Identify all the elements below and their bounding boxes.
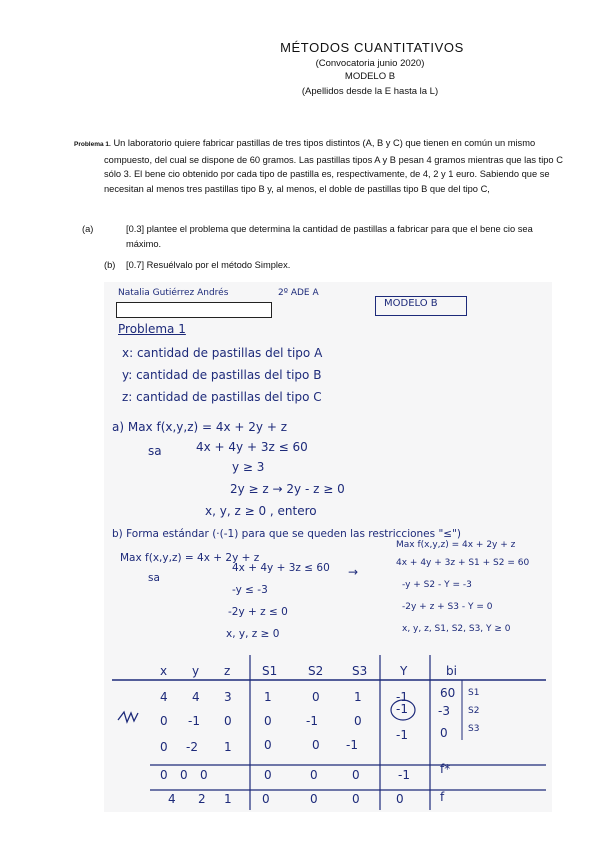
table-cell: 1 [264,690,272,704]
table-cell: 0 [310,768,318,782]
part-b-item: (b) [104,260,116,270]
def-z: z: cantidad de pastillas del tipo C [122,390,322,404]
def-x: x: cantidad de pastillas del tipo A [122,346,323,360]
table-cell: -1 [396,702,408,716]
b-right-3: -2y + z + S3 - Y = 0 [402,602,493,612]
b-left-4: -2y + z ≤ 0 [228,606,288,618]
th-Y: Y [400,664,408,678]
table-cell: S3 [468,724,480,734]
apellidos-range: (Apellidos desde la E hasta la L) [301,86,439,97]
b-left-0: Max f(x,y,z) = 4x + 2y + z [120,552,260,564]
def-y: y: cantidad de pastillas del tipo B [122,368,322,382]
table-cell: -1 [396,728,408,742]
a-c2: y ≥ 3 [232,460,265,474]
th-z: z [224,664,231,678]
table-cell: 60 [440,686,456,700]
table-cell: 0 [310,792,318,806]
table-cell: -3 [438,704,450,718]
table-cell: f [440,790,445,804]
table-cell: 4 [192,690,200,704]
table-cell: 1 [354,690,362,704]
table-cell: 0 [264,714,272,728]
b-right-4: x, y, z, S1, S2, S3, Y ≥ 0 [402,624,511,634]
exam-title: MÉTODOS CUANTITATIVOS [280,40,464,55]
a-c4: x, y, z ≥ 0 , entero [205,504,317,518]
table-cell: 0 [440,726,448,740]
table-cell: 0 [264,768,272,782]
b-right-2: -y + S2 - Y = -3 [402,580,472,590]
b-left-5: x, y, z ≥ 0 [226,628,280,640]
modelo-handwritten: MODELO B [384,298,438,309]
modelo: MODELO B [344,71,396,82]
th-x: x [160,664,168,678]
table-cell: S2 [468,706,480,716]
table-cell: 0 [312,690,320,704]
table-cell: 0 [396,792,404,806]
student-group: 2º ADE A [278,288,319,298]
problem-label: Problema 1. [74,141,111,148]
a-c1: 4x + 4y + 3z ≤ 60 [196,440,308,454]
b-left-1: sa [148,572,160,584]
table-cell: 0 [264,738,272,752]
table-cell: 1 [224,792,232,806]
b-left-3: -y ≤ -3 [232,584,268,596]
b-right-1: 4x + 4y + 3z + S1 + S2 = 60 [396,558,530,568]
table-cell: 0 [160,740,168,754]
a-sa: sa [148,444,162,458]
hw-heading: Problema 1 [118,322,186,336]
table-cell: 0 [352,768,360,782]
table-cell: -2 [186,740,198,754]
table-cell: -1 [346,738,358,752]
a-c3: 2y ≥ z → 2y - z ≥ 0 [230,482,345,496]
b-right-0: Max f(x,y,z) = 4x + 2y + z [396,540,516,550]
student-name: Natalia Gutiérrez Andrés [118,288,229,298]
th-s3: S3 [352,664,368,678]
th-s1: S1 [262,664,278,678]
a-objective: a) Max f(x,y,z) = 4x + 2y + z [112,420,288,434]
part-a-item: (a) [82,224,94,234]
table-cell: 0 [180,768,188,782]
th-y: y [192,664,200,678]
b-left-2: 4x + 4y + 3z ≤ 60 [232,562,330,574]
table-cell: 0 [262,792,270,806]
table-cell: -1 [396,690,408,704]
table-cell: -1 [306,714,318,728]
table-cell: 0 [224,714,232,728]
table-cell: 0 [200,768,208,782]
table-cell: 4 [160,690,168,704]
table-cell: 1 [224,740,232,754]
table-cell: f* [440,762,451,776]
table-cell: 2 [198,792,206,806]
part-a-text: [0.3] plantee el problema que determina la cantidad de pastillas a fabricar para que el bene cio sea máximo. [126,224,533,249]
table-cell: 0 [312,738,320,752]
b-arrow: → [348,565,359,579]
b-title: b) Forma estándar (·(-1) para que se queden las restricciones "≤") [112,528,462,540]
table-cell: 0 [352,792,360,806]
part-b-text: [0.7] Resuélvalo por el método Simplex. [126,260,291,270]
table-cell: -1 [398,768,410,782]
convocatoria: (Convocatoria junio 2020) [315,58,425,69]
redaction-box [116,302,272,318]
table-cell: -1 [188,714,200,728]
table-cell: 0 [354,714,362,728]
th-bi: bi [446,664,457,678]
table-cell: 3 [224,690,232,704]
problem-text: Un laboratorio quiere fabricar pastillas de tres tipos distintos (A, B y C) que tienen en común un mismo compuesto, del cual se dispone de 60 gramos. Las pastillas tipos A y B pesan 4 gramos mientras que las tipo C sólo 3. El bene cio obtenido por cada tipo de pastilla es, respectivamente, de 4, 2 y 1 euro. Sabiendo que se necesitan al menos tres pastillas tipo B y, al menos, el doble de pastillas tipo B que del tipo C, [104,138,563,194]
th-s2: S2 [308,664,324,678]
table-cell: 4 [168,792,176,806]
table-cell: S1 [468,688,480,698]
table-cell: 0 [160,768,168,782]
table-cell: 0 [160,714,168,728]
